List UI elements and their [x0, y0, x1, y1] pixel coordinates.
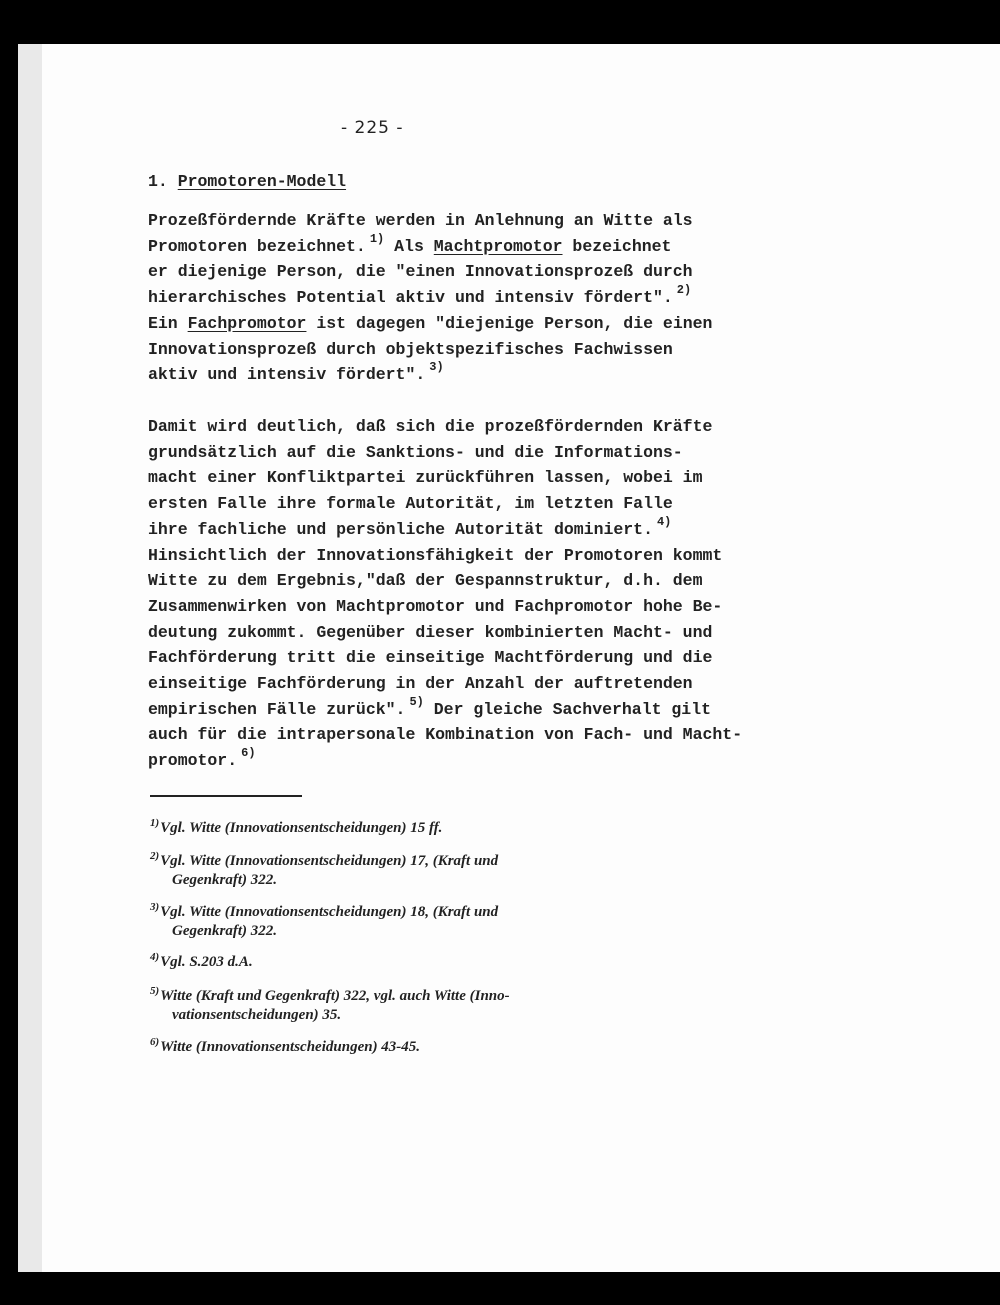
footnote-text: Vgl. Witte (Innovationsentscheidungen) 15 ff. [160, 820, 443, 836]
footnote-mark: 5) [150, 985, 160, 997]
footnote-2 [150, 847, 770, 890]
text-line: Fachförderung tritt die einseitige Machtförderung und die [148, 648, 713, 668]
text-line: empirischen Fälle zurück". $^{5)}$ Der gleiche Sachverhalt gilt [148, 694, 712, 719]
text-line: macht einer Konfliktpartei zurückführen lassen, wobei im [148, 468, 703, 488]
heading-title: Promotoren-Modell [177, 172, 347, 191]
footnote-5 [150, 982, 770, 1025]
text-line: Promotoren bezeichnet. $^{1)}$ Als Machtpromotor bezeichnet [148, 231, 672, 256]
text-line: einseitige Fachförderung in der Anzahl der auftretenden [148, 674, 693, 694]
text-line: promotor. $^{6)}$ [148, 746, 256, 771]
page-number: - 225 - [341, 118, 404, 138]
text-line: hierarchisches Potential aktiv und intensiv fördert". $^{2)}$ [148, 283, 692, 308]
text-line: grundsätzlich auf die Sanktions- und die Informations- [148, 442, 683, 462]
footnote-mark: 4) [150, 951, 160, 963]
footnote-text-continued: vationsentscheidungen) 35. [172, 1007, 342, 1023]
footnote-text: Witte (Innovationsentscheidungen) 43-45. [160, 1039, 421, 1055]
text-line: Zusammenwirken von Machtpromotor und Fachpromotor hohe Be- [148, 596, 723, 616]
text-line: Prozeßfördernde Kräfte werden in Anlehnung an Witte als [148, 211, 693, 230]
text-line: Ein Fachpromotor ist dagegen "diejenige Person, die einen [148, 313, 713, 333]
text-line: ersten Falle ihre formale Autorität, im letzten Falle [148, 494, 673, 514]
footnote-mark: 6) [150, 1036, 160, 1048]
text-line: ihre fachliche und persönliche Autorität dominiert. $^{4)}$ [148, 514, 672, 539]
text-line: Witte zu dem Ergebnis,"daß der Gespannstruktur, d.h. dem [148, 571, 703, 591]
paragraph-promotoren-definition [148, 208, 768, 388]
text-line: auch für die intrapersonale Kombination von Fach- und Macht- [148, 725, 743, 745]
term-machtpromotor: Machtpromotor [433, 236, 563, 256]
footnote-text: Witte (Kraft und Gegenkraft) 322, vgl. auch Witte (Inno- [160, 988, 510, 1004]
paragraph-promotoren-analysis [148, 414, 768, 774]
text-line: Hinsichtlich der Innovationsfähigkeit der Promotoren kommt [148, 545, 723, 565]
footnote-1 [150, 814, 770, 838]
text-line: er diejenige Person, die "einen Innovationsprozeß durch [148, 262, 693, 282]
footnote-ref-5: 5) [409, 694, 424, 709]
footnote-text-continued: Gegenkraft) 322. [172, 923, 277, 939]
footnote-ref-2: 2) [676, 283, 692, 298]
text-line: deutung zukommt. Gegenüber dieser kombinierten Macht- und [148, 622, 713, 642]
term-fachpromotor: Fachpromotor [187, 313, 307, 333]
footnote-divider [150, 795, 302, 797]
footnote-ref-6: 6) [241, 746, 256, 761]
footnote-4 [150, 948, 770, 972]
text-line: Damit wird deutlich, daß sich die prozeßfördernden Kräfte [148, 417, 713, 436]
footnote-text: Vgl. Witte (Innovationsentscheidungen) 17, (Kraft und [160, 853, 499, 869]
footnote-text: Vgl. Witte (Innovationsentscheidungen) 18, (Kraft und [160, 904, 499, 920]
text-line: aktiv und intensiv fördert". $^{3)}$ [148, 360, 444, 385]
footnote-mark: 2) [150, 850, 160, 862]
text-line: Innovationsprozeß durch objektspezifisches Fachwissen [148, 339, 673, 359]
footnote-ref-1: 1) [369, 231, 385, 246]
footnote-ref-4: 4) [656, 514, 672, 529]
footnote-mark: 3) [150, 901, 160, 913]
footnote-6 [150, 1033, 770, 1057]
footnote-text: Vgl. S.203 d.A. [160, 954, 253, 970]
section-heading [148, 172, 346, 191]
footnote-text-continued: Gegenkraft) 322. [172, 872, 277, 888]
footnote-ref-3: 3) [429, 360, 444, 375]
heading-number: 1. [148, 172, 168, 191]
footnote-3 [150, 898, 770, 941]
footnote-mark: 1) [150, 817, 160, 829]
